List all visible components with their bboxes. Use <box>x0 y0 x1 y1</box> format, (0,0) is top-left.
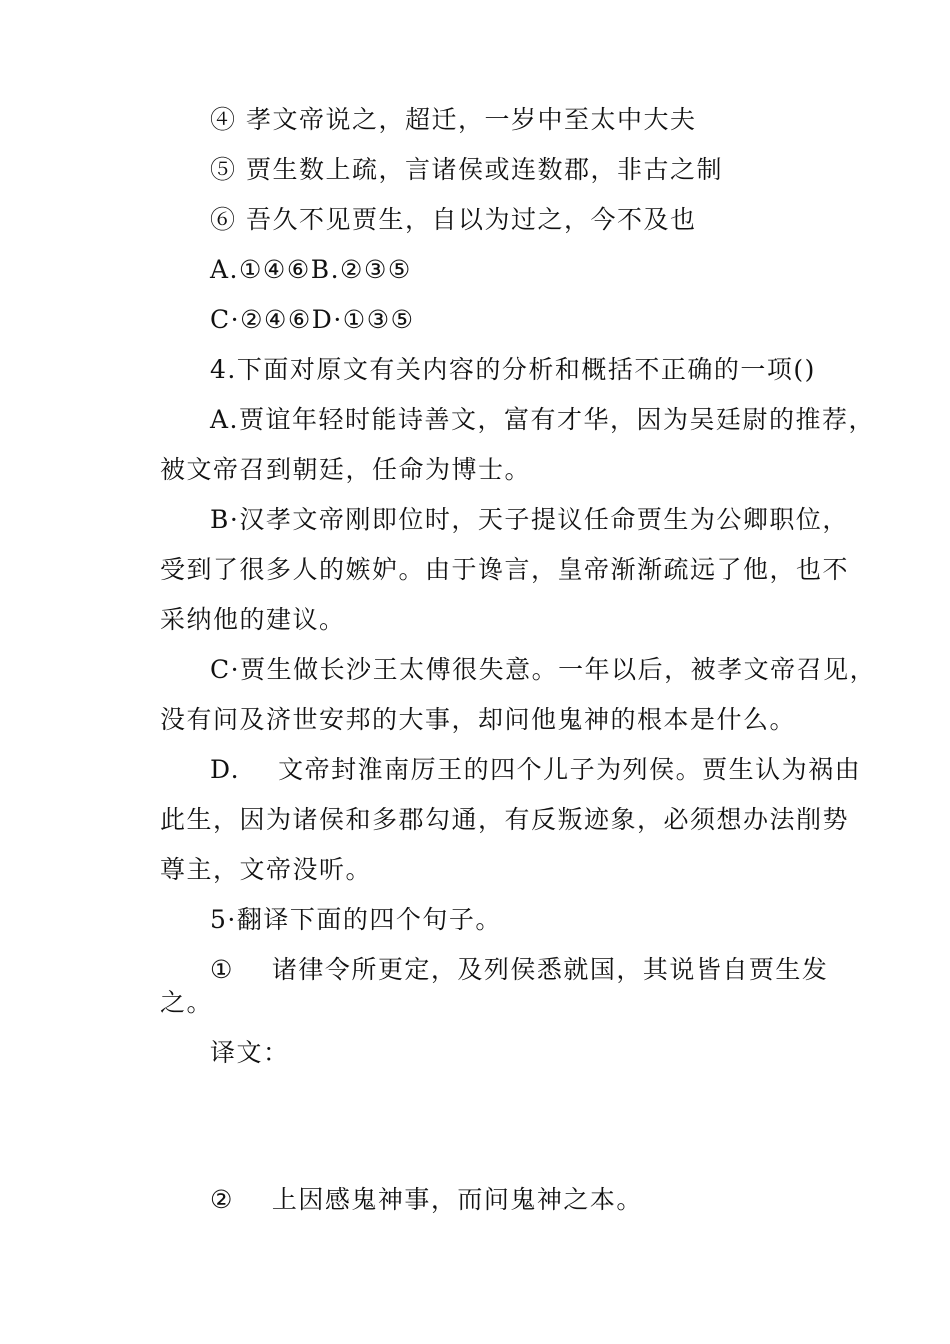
q4-stem: 4.下面对原文有关内容的分析和概括不正确的一项() <box>210 355 816 384</box>
translation-label: 译文： <box>210 1038 290 1067</box>
q4-option-a-line-1: A.贾谊年轻时能诗善文，富有才华，因为吴廷尉的推荐， <box>210 405 876 434</box>
q4-option-d-text: 文帝封淮南厉王的四个儿子为列侯。贾生认为祸由 <box>278 755 862 784</box>
q3-item-4: ④ 孝文帝说之，超迁，一岁中至太中大夫 <box>210 105 697 134</box>
q4-option-d-line-1 <box>210 745 862 795</box>
q4-option-b-line-3: 采纳他的建议。 <box>160 605 346 634</box>
q5-sentence-2-number: ② <box>210 1185 234 1214</box>
q5-stem: 5·翻译下面的四个句子。 <box>210 905 502 934</box>
q3-options-cd: C·②④⑥D·①③⑤ <box>210 305 415 334</box>
q5-sentence-1-line-2: 之。 <box>160 988 214 1017</box>
q3-item-5: ⑤ 贾生数上疏，言诸侯或连数郡，非古之制 <box>210 155 723 184</box>
q5-sentence-2-text: 上因感鬼神事，而问鬼神之本。 <box>271 1185 643 1214</box>
q5-sentence-1-number: ① <box>210 955 234 984</box>
q3-item-6: ⑥ 吾久不见贾生，自以为过之，今不及也 <box>210 205 697 234</box>
q4-option-a-line-2: 被文帝召到朝廷，任命为博士。 <box>160 455 532 484</box>
q5-sentence-1-text: 诸律令所更定，及列侯悉就国，其说皆自贾生发 <box>271 955 829 984</box>
q5-sentence-2-line-1 <box>210 1175 850 1225</box>
q4-option-d-label: D. <box>210 755 241 784</box>
q4-option-b-line-2: 受到了很多人的嫉妒。由于谗言，皇帝渐渐疏远了他，也不 <box>160 555 850 584</box>
q4-option-d-line-2: 此生，因为诸侯和多郡勾通，有反叛迹象，必须想办法削势 <box>160 805 850 834</box>
q4-option-d-line-3: 尊主，文帝没听。 <box>160 855 373 884</box>
q3-options-ab: A.①④⑥B.②③⑤ <box>210 255 412 284</box>
q4-option-c-line-1: C·贾生做长沙王太傅很失意。一年以后，被孝文帝召见， <box>210 655 877 684</box>
q4-option-c-line-2: 没有问及济世安邦的大事，却问他鬼神的根本是什么。 <box>160 705 797 734</box>
q4-option-b-line-1: B·汉孝文帝刚即位时，天子提议任命贾生为公卿职位， <box>210 505 849 534</box>
